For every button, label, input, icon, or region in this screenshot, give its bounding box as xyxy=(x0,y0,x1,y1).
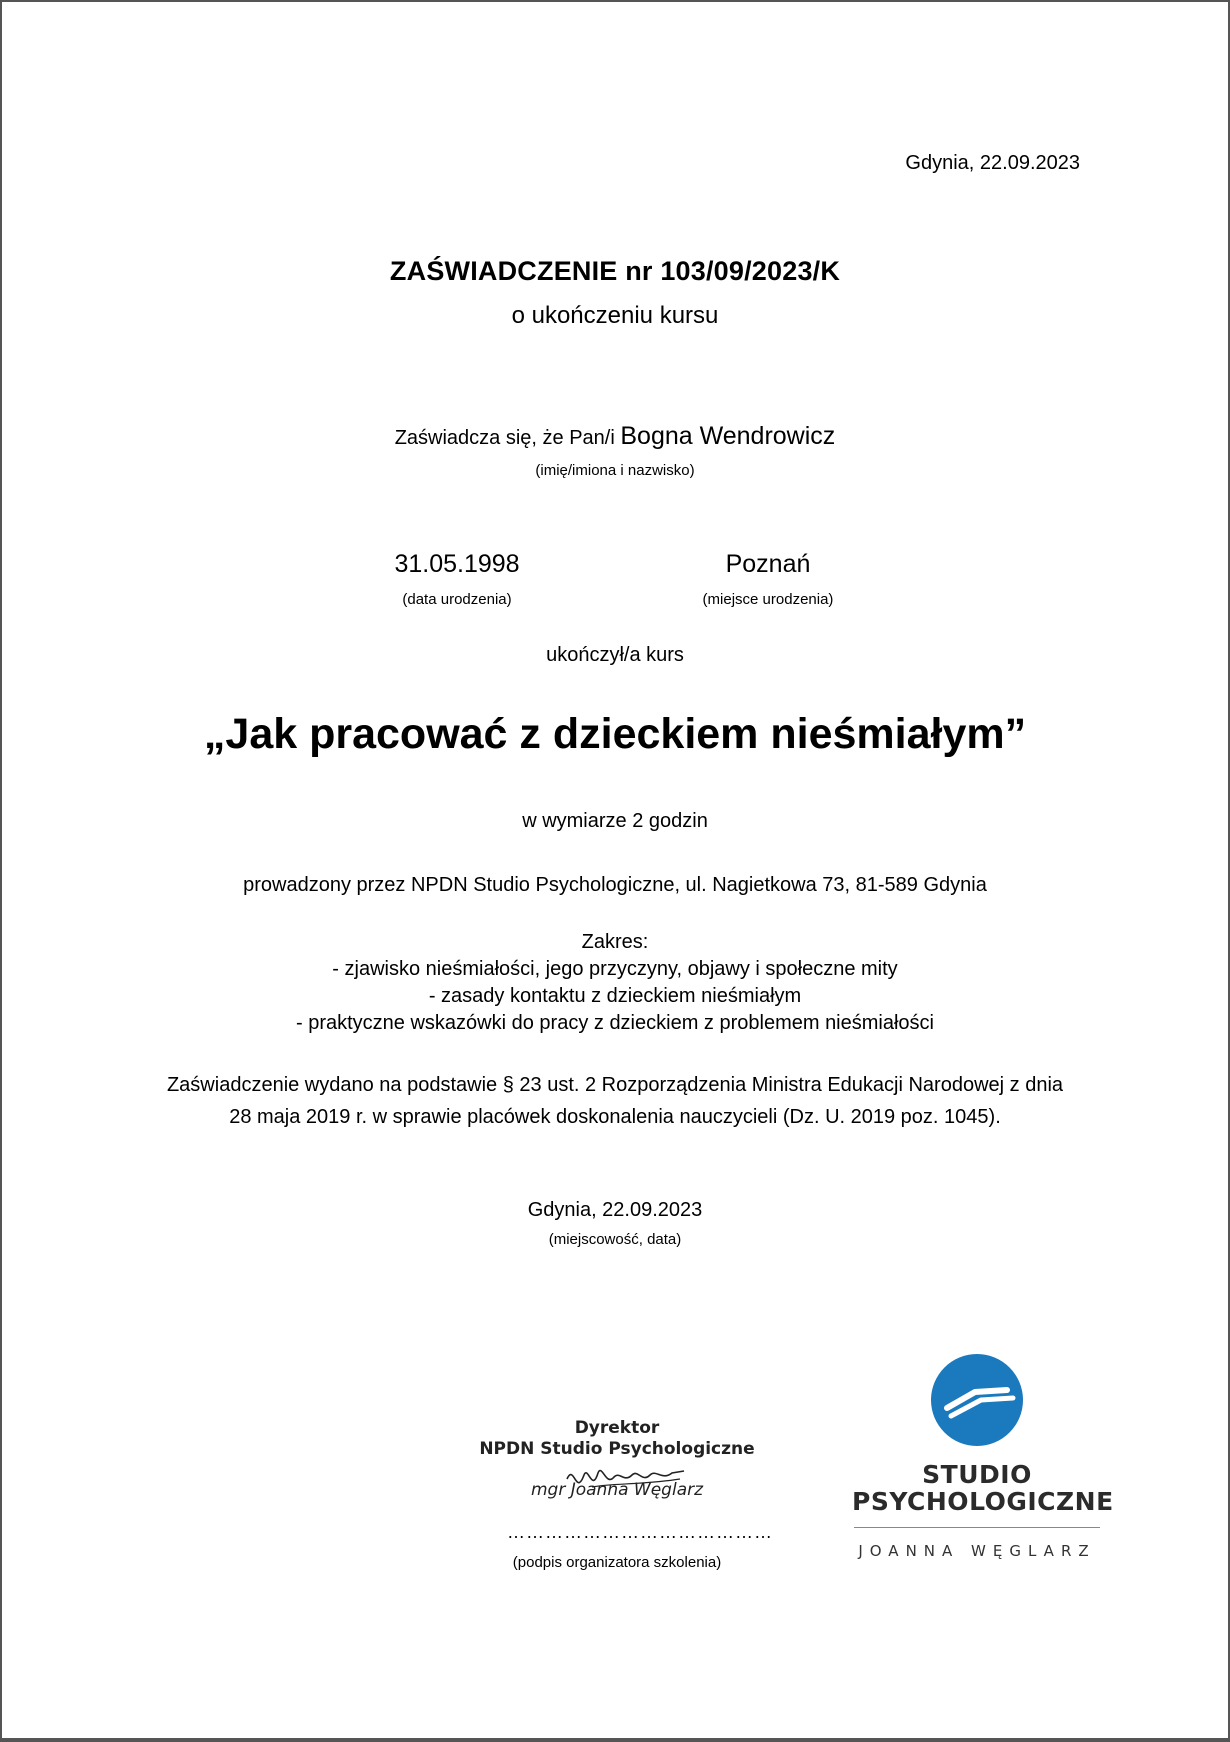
logo-line-1: STUDIO xyxy=(922,1460,1032,1489)
issue-caption: (miejscowość, data) xyxy=(548,1231,682,1248)
birth-date-caption: (data urodzenia) xyxy=(402,591,512,608)
completed-text: ukończył/a kurs xyxy=(546,644,684,666)
legal-line-2: 28 maja 2019 r. w sprawie placówek doskonalenia nauczycieli (Dz. U. 2019 poz. 1045). xyxy=(229,1106,1001,1128)
signature-line: …………………………………… xyxy=(507,1522,773,1542)
birth-date: 31.05.1998 xyxy=(394,550,520,578)
logo-subtitle: JOANNA WĘGLARZ xyxy=(858,1542,1096,1560)
stamp-title: Dyrektor xyxy=(574,1418,660,1438)
birth-place-caption: (miejsce urodzenia) xyxy=(702,591,834,608)
name-caption: (imię/imiona i nazwisko) xyxy=(535,462,695,479)
stamp-name: mgr Joanna Węglarz xyxy=(530,1480,704,1500)
scope-item: - zjawisko nieśmiałości, jego przyczyny, objawy i społeczne mity xyxy=(332,958,898,980)
studio-logo xyxy=(852,1352,1114,1560)
course-hours: w wymiarze 2 godzin xyxy=(522,810,708,832)
course-provider: prowadzony przez NPDN Studio Psychologiczne, ul. Nagietkowa 73, 81-589 Gdynia xyxy=(243,874,987,896)
signature-caption: (podpis organizatora szkolenia) xyxy=(512,1554,722,1571)
stamp-org: NPDN Studio Psychologiczne xyxy=(479,1439,755,1459)
certifies-prefix: Zaświadcza się, że Pan/i xyxy=(394,427,615,449)
logo-wordmark xyxy=(852,1460,1114,1516)
logo-hands-icon xyxy=(929,1352,1025,1448)
birth-place: Poznań xyxy=(725,550,811,578)
handwritten-signature xyxy=(562,1457,692,1507)
scope-item: - praktyczne wskazówki do pracy z dzieckiem z problemem nieśmiałości xyxy=(296,1012,934,1034)
course-scope xyxy=(2,929,1228,1037)
person-name: Bogna Wendrowicz xyxy=(620,422,836,450)
logo-line-2: PSYCHOLOGICZNE xyxy=(852,1487,1114,1516)
issue-place-date: Gdynia, 22.09.2023 xyxy=(527,1199,703,1221)
certificate-subtitle: o ukończeniu kursu xyxy=(511,302,719,329)
header-place-date: Gdynia, 22.09.2023 xyxy=(905,152,1080,174)
course-title: „Jak pracować z dzieckiem nieśmiałym” xyxy=(203,710,1027,758)
legal-line-1: Zaświadczenie wydano na podstawie § 23 ust. 2 Rozporządzenia Ministra Edukacji Narodowej z dnia xyxy=(166,1074,1064,1096)
certificate-title: ZAŚWIADCZENIE nr 103/09/2023/K xyxy=(389,256,841,286)
scope-heading: Zakres: xyxy=(581,931,649,953)
scope-item: - zasady kontaktu z dzieckiem nieśmiałym xyxy=(428,985,802,1007)
logo-divider xyxy=(854,1527,1100,1528)
legal-basis xyxy=(2,1069,1228,1133)
certifies-line xyxy=(2,422,1228,451)
